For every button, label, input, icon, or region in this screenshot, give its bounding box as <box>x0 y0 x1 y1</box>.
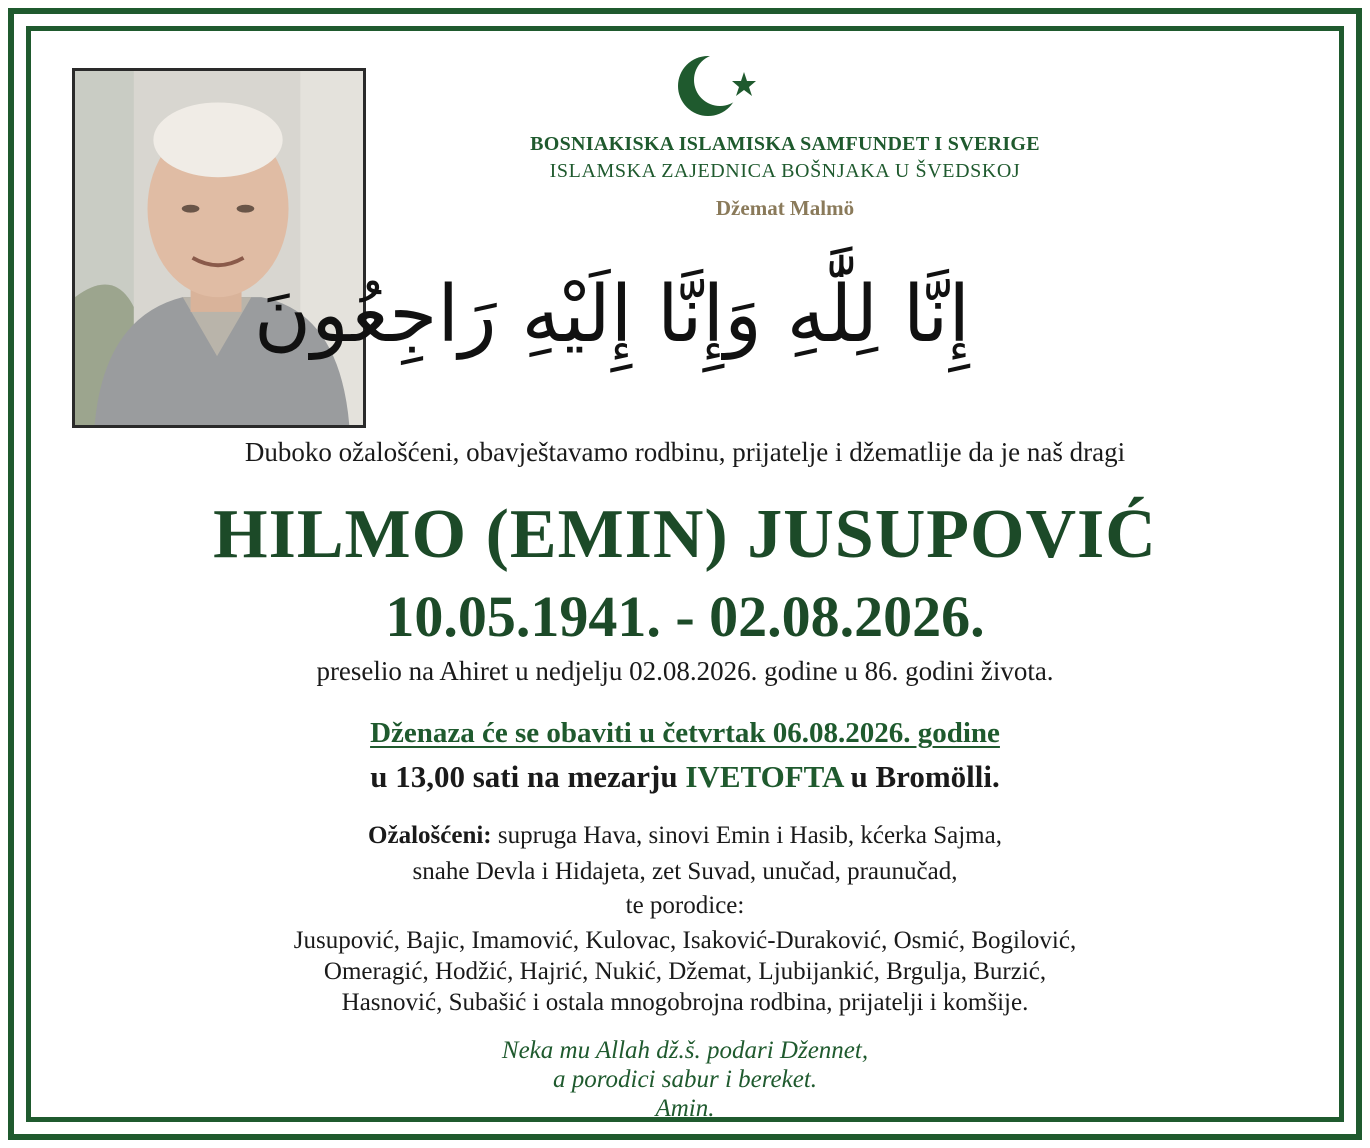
deceased-name: HILMO (EMIN) JUSUPOVIĆ <box>213 496 1157 573</box>
prayer-line-3: Amin. <box>655 1095 715 1122</box>
mourners-line-2: snahe Devla i Hidajeta, zet Suvad, unučad, praunučad, <box>412 858 958 885</box>
prayer-line-2: a porodici sabur i bereket. <box>552 1066 818 1093</box>
crescent-star-icon <box>676 50 772 120</box>
funeral-place <box>40 759 1330 795</box>
mourners-line-4: Jusupović, Bajic, Imamović, Kulovac, Isaković-Duraković, Osmić, Bogilović, <box>293 927 1077 954</box>
life-dates: 10.05.1941. - 02.08.2026. <box>385 584 985 649</box>
cemetery-name: IVETOFTA <box>685 759 843 794</box>
arabic-verse: إِنَّا لِلَّٰهِ وَإِنَّا إِلَيْهِ رَاجِعُونَ <box>253 270 970 360</box>
mourners-line-6: Hasnović, Subašić i ostala mnogobrojna rodbina, prijatelji i komšije. <box>341 989 1029 1016</box>
funeral-time-text: u 13,00 sati na mezarju <box>370 759 686 794</box>
funeral-town-text: u Bromölli. <box>842 759 1000 794</box>
prayer-line-1: Neka mu Allah dž.š. podari Džennet, <box>501 1037 869 1064</box>
intro-text: Duboko ožalošćeni, obavještavamo rodbinu, prijatelje i džematlije da je naš dragi <box>244 437 1126 467</box>
passing-text: preselio na Ahiret u nedjelju 02.08.2026. godine u 86. godini života. <box>316 656 1054 686</box>
organization-name-bosnian: ISLAMSKA ZAJEDNICA BOŠNJAKA U ŠVEDSKOJ <box>549 160 1021 182</box>
mourners-label: Ožalošćeni: <box>368 822 492 849</box>
funeral-date <box>40 717 1330 750</box>
mourners-family: supruga Hava, sinovi Emin i Hasib, kćerka Sajma, <box>491 822 1002 849</box>
mourners-line-3: te porodice: <box>625 892 745 919</box>
organization-name-swedish: BOSNIAKISKA ISLAMISKA SAMFUNDET I SVERIGE <box>530 133 1040 155</box>
mourners-line-1 <box>40 820 1330 851</box>
mourners-line-5: Omeragić, Hodžić, Hajrić, Nukić, Džemat, Ljubijankić, Brgulja, Burzić, <box>323 958 1047 985</box>
dzemat-name: Džemat Malmö <box>715 196 855 220</box>
funeral-date-text: Dženaza će se obaviti u četvrtak 06.08.2026. godine <box>370 717 1000 749</box>
